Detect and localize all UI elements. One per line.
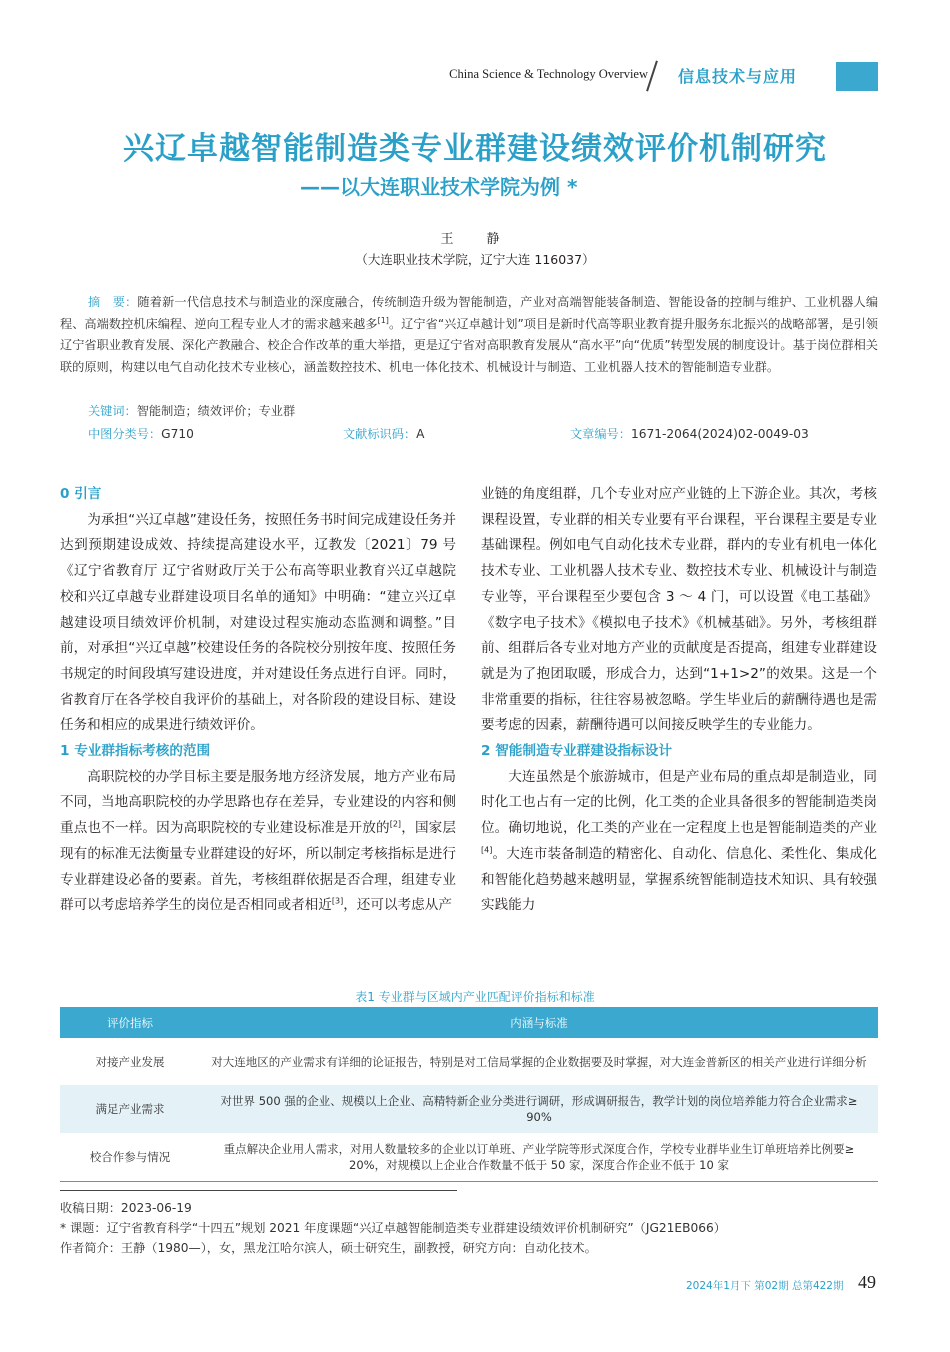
abstract [60, 292, 878, 378]
ref-2: [2] [389, 819, 402, 829]
section-1-text-c: ，还可以考虑从产 [343, 897, 452, 914]
project-note: * 课题：辽宁省教育科学“十四五”规划 2021 年度课题“兴辽卓越智能制造类专业群建设绩效评价机制研究”（JG21EB066） [60, 1221, 726, 1235]
table-row [60, 1038, 878, 1085]
keywords-text: 智能制造；绩效评价；专业群 [136, 404, 296, 418]
abstract-text: 随着新一代信息技术与制造业的深度融合，传统制造升级为智能制造，产业对高端智能装备制造、智能设备的控制与维护、工业机器人编程、高端数控机床编程、逆向工程专业人才的需求越来越多 [60, 295, 879, 331]
article-number-label: 文章编号： [570, 427, 631, 441]
issue-info: 2024年1月下 第02期 总第422期 [686, 1280, 844, 1292]
clc-label: 中图分类号： [88, 427, 162, 441]
section-0-paragraph: 为承担“兴辽卓越”建设任务，按照任务书时间完成建设任务并达到预期建设成效、持续提高建设水平，辽教发〔2021〕79 号《辽宁省教育厅 辽宁省财政厅关于公布高等职业教育兴辽卓越院校和兴辽卓越专业群建设项目名单的通知》中明确：“建立兴辽卓越建设项目绩效评价机制，对建设过程实施动态监测和调整。”目前，对承担“兴辽卓越”校建设任务的各院校分别按年度、按照任务书规定的时间段填写建设进度，并对建设任务点进行自评。同时，省教育厅在各学校自我评价的基础上，对各阶段的建设目标、建设任务和相应的成果进行绩效评价。 [60, 511, 456, 734]
header-color-block [836, 62, 878, 91]
doc-value: A [416, 427, 425, 441]
left-column [60, 482, 456, 919]
footnote-divider [60, 1190, 457, 1191]
table-header-row [60, 1007, 878, 1038]
ref-3: [3] [331, 896, 344, 906]
keywords-label: 关键词： [88, 404, 137, 418]
abstract-label: 摘 要： [88, 295, 138, 309]
author: 王 静 [440, 232, 510, 247]
ref-4: [4] [481, 845, 493, 855]
ref-1: [1] [377, 315, 389, 325]
clc-number [88, 425, 194, 442]
doc-label: 文献标识码： [343, 427, 417, 441]
table-cell-standard: 对世界 500 强的企业、规模以上企业、高精特新企业分类进行调研，形成调研报告，教学计划的岗位培养能力符合企业需求≥ 90% [200, 1085, 878, 1133]
abstract-text-2: 。辽宁省“兴辽卓越计划”项目是新时代高等职业教育提升服务东北振兴的战略部署，是引领辽宁省职业教育发展、深化产教融合、校企合作改革的重大举措，更是辽宁省对高职教育发展从“高水平”向“优质”转型发展的制度设计。基于岗位群相关联的原则，构建以电气自动化技术专业核心，涵盖数控技术、机电一体化技术、机械设计与制造、工业机器人技术的智能制造专业群。 [60, 316, 878, 374]
table-cell-standard: 对大连地区的产业需求有详细的论证报告，特别是对工信局掌握的企业数据要及时掌握，对大连金普新区的相关产业进行详细分析 [211, 1054, 867, 1069]
right-column [481, 482, 877, 919]
section-2-text-a: 大连虽然是个旅游城市，但是产业布局的重点却是制造业，同时化工也占有一定的比例，化工类的企业具备很多的智能制造类岗位。确切地说，化工类的产业在一定程度上也是智能制造类的产业 [481, 768, 877, 837]
section-1-continuation: 业链的角度组群，几个专业对应产业链的上下游企业。其次，考核课程设置，专业群的相关专业要有平台课程，平台课程主要是专业基础课程。例如电气自动化技术专业群，群内的专业有机电一体化技术专业、工业机器人技术专业、数控技术专业、机械设计与制造专业等，平台课程至少要包含 3 ～ 4 门，可以设置《电工基础》《数字电子技术》《模拟电子技术》《机械基础》。另外，考核组群前、组群后各专业对地方产业的贡献度是否提高，组建专业群建设就是为了抱团取暖，形成合力，达到“1+1>2”的效果。这是一个非常重要的指标，往往容易被忽略。学生毕业后的薪酬待遇也是需要考虑的因素，薪酬待遇可以间接反映学生的专业能力。 [481, 486, 877, 734]
evaluation-table [60, 1007, 878, 1182]
table-row [60, 1133, 878, 1182]
footnotes [60, 1198, 878, 1258]
section-0-heading: 0 引言 [60, 486, 102, 502]
table-cell-indicator: 满足产业需求 [60, 1085, 200, 1133]
journal-name: China Science & Technology Overview [449, 67, 648, 81]
table-cell-indicator: 对接产业发展 [95, 1054, 165, 1069]
table-header-standard: 内涵与标准 [200, 1007, 878, 1038]
section-2-heading: 2 智能制造专业群建设指标设计 [481, 743, 672, 760]
received-date: 收稿日期：2023-06-19 [60, 1201, 192, 1215]
page-number: 49 [858, 1272, 876, 1292]
article-number [570, 425, 809, 442]
article-title: 兴辽卓越智能制造类专业群建设绩效评价机制研究 [123, 131, 827, 167]
section-1-text-a: 高职院校的办学目标主要是服务地方经济发展，地方产业布局不同，当地高职院校的办学思路也存在差异，专业建设的内容和侧重点也不一样。因为高职院校的专业建设标准是开放的 [60, 768, 456, 837]
section-2-text-b: 。大连市装备制造的精密化、自动化、信息化、柔性化、集成化和智能化趋势越来越明显，掌握系统智能制造技术知识、具有较强实践能力 [481, 845, 877, 914]
article-number-value: 1671-2064(2024)02-0049-03 [630, 427, 809, 441]
article-subtitle: ——以大连职业技术学院为例 * [300, 175, 578, 199]
table-header-indicator: 评价指标 [60, 1007, 200, 1038]
doc-code [343, 425, 424, 442]
column-name: 信息技术与应用 [678, 67, 798, 86]
author-bio: 作者简介：王静（1980—），女，黑龙江哈尔滨人，硕士研究生，副教授，研究方向：自动化技术。 [60, 1241, 597, 1255]
table-cell-standard: 重点解决企业用人需求，对用人数量较多的企业以订单班、产业学院等形式深度合作，学校专业群毕业生订单班培养比例要≥ 20%，对规模以上企业合作数量不低于 50 家，深度合作企业不低于 10 家 [200, 1133, 878, 1182]
table-cell-indicator: 校合作参与情况 [60, 1133, 200, 1182]
section-2-paragraph [481, 765, 877, 919]
keywords [88, 402, 295, 419]
clc-value: G710 [161, 427, 194, 441]
section-1-heading: 1 专业群指标考核的范围 [60, 743, 211, 760]
table-caption: 表1 专业群与区域内产业匹配评价指标和标准 [355, 990, 595, 1004]
table-row [60, 1085, 878, 1133]
section-1-text-b: ，国家层现有的标准无法衡量专业群建设的好坏，所以制定考核指标是进行专业群建设必备的要素。首先，考核组群依据是否合理，组建专业群可以考虑培养学生的岗位是否相同或者相近 [60, 820, 457, 914]
section-1-paragraph [60, 765, 456, 919]
affiliation: （大连职业技术学院，辽宁大连 116037） [355, 252, 595, 267]
